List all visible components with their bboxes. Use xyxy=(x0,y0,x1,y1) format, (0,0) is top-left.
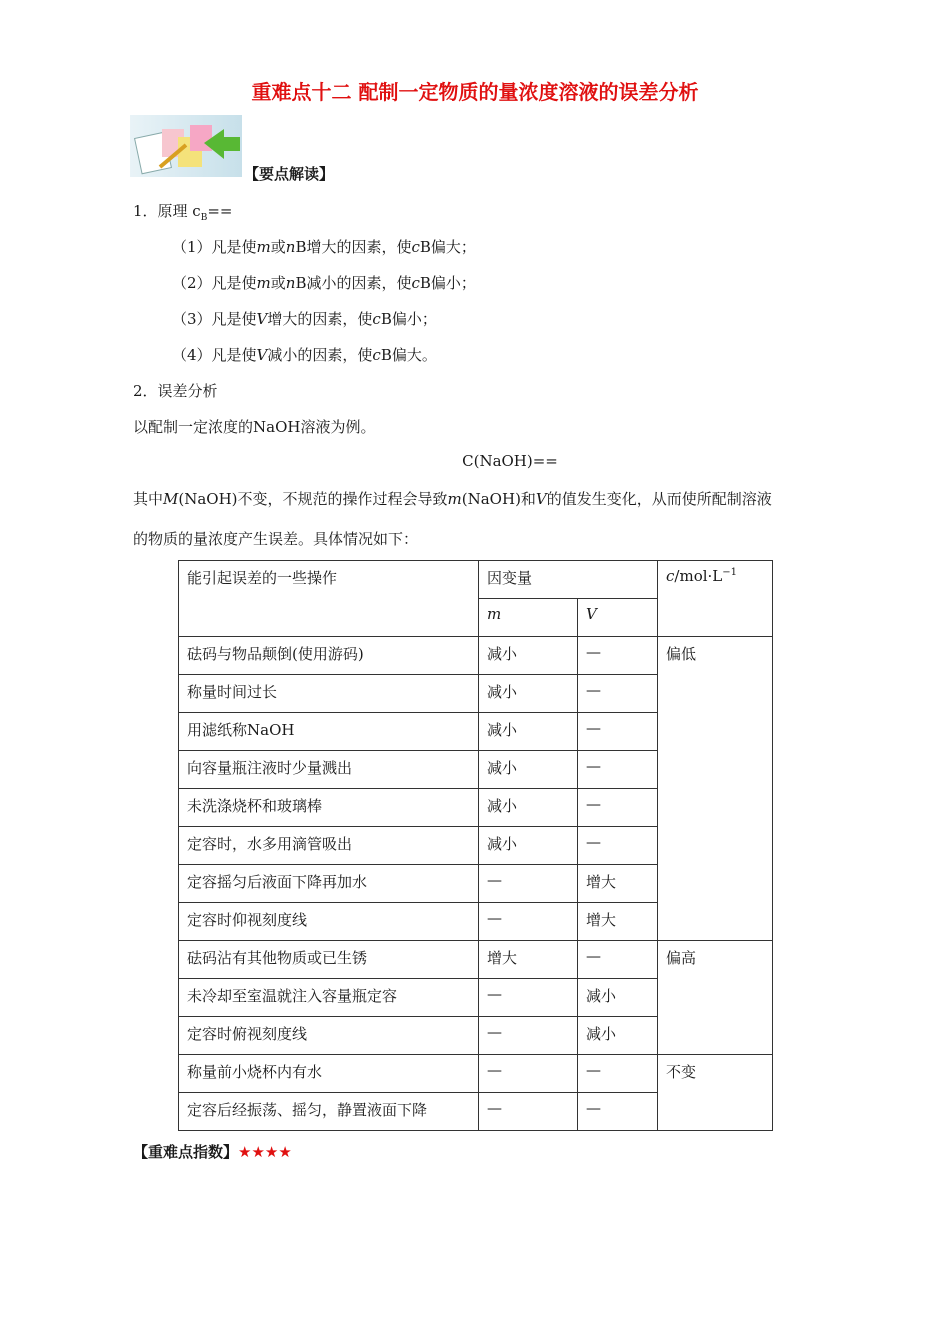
volume-change-cell: 减小 xyxy=(578,1017,658,1055)
item-tail: B增大的因素，使 xyxy=(295,238,412,256)
volume-change-cell: — xyxy=(578,1093,658,1131)
item-mid: 或 xyxy=(270,238,286,256)
principle-heading-sub: B xyxy=(200,213,208,223)
operation-cell: 定容时俯视刻度线 xyxy=(179,1017,479,1055)
star-rating-icon: ★★★★ xyxy=(238,1143,292,1161)
error-analysis-table xyxy=(178,560,773,1131)
principle-heading xyxy=(133,200,232,223)
mass-change-cell: 增大 xyxy=(479,941,578,979)
volume-change-cell: — xyxy=(578,1055,658,1093)
para-text: 的值发生变化，从而使所配制溶液 xyxy=(546,490,772,508)
principle-heading-tail: == xyxy=(207,202,233,220)
volume-change-cell: 增大 xyxy=(578,903,658,941)
principle-item-2 xyxy=(172,272,476,293)
volume-change-cell: — xyxy=(578,827,658,865)
mass-change-cell: 减小 xyxy=(479,637,578,675)
concentration-formula: C(NaOH)== xyxy=(462,452,558,470)
mass-change-cell: — xyxy=(479,1055,578,1093)
para-text: 其中 xyxy=(133,490,164,508)
para-text: (NaOH)和 xyxy=(461,490,536,508)
operation-cell: 未冷却至室温就注入容量瓶定容 xyxy=(179,979,479,1017)
principle-item-3 xyxy=(172,308,437,329)
header-variable: 因变量 xyxy=(479,561,658,599)
var-m: m xyxy=(256,274,271,292)
principle-heading-text: 1．原理 c xyxy=(133,202,201,220)
mass-change-cell: 减小 xyxy=(479,827,578,865)
operation-cell: 未洗涤烧杯和玻璃棒 xyxy=(179,789,479,827)
item-end: B偏大。 xyxy=(380,346,437,364)
principle-item-1 xyxy=(172,236,476,257)
subheader-m xyxy=(479,599,578,637)
item-end: B偏小； xyxy=(419,274,476,292)
operation-cell: 向容量瓶注液时少量溅出 xyxy=(179,751,479,789)
page-title: 重难点十二 配制一定物质的量浓度溶液的误差分析 xyxy=(251,80,699,104)
operation-cell: 称量时间过长 xyxy=(179,675,479,713)
header-operation: 能引起误差的一些操作 xyxy=(179,561,479,637)
mass-change-cell: — xyxy=(479,979,578,1017)
var-V: V xyxy=(256,346,268,364)
principle-item-4 xyxy=(172,344,437,365)
volume-change-cell: — xyxy=(578,789,658,827)
operation-cell: 砝码与物品颠倒(使用游码) xyxy=(179,637,479,675)
volume-change-cell: 减小 xyxy=(578,979,658,1017)
table-header-row xyxy=(179,561,773,599)
operation-cell: 称量前小烧杯内有水 xyxy=(179,1055,479,1093)
header-concentration xyxy=(658,561,773,637)
var-m: m xyxy=(256,238,271,256)
var-V: V xyxy=(256,310,268,328)
table-row xyxy=(179,941,773,979)
item-tail: B减小的因素，使 xyxy=(295,274,412,292)
analysis-paragraph-line1 xyxy=(133,488,772,509)
var-n: n xyxy=(285,238,296,256)
mass-change-cell: 减小 xyxy=(479,675,578,713)
volume-change-cell: — xyxy=(578,751,658,789)
var-V: V xyxy=(586,605,597,623)
item-end: B偏小； xyxy=(380,310,437,328)
table-row xyxy=(179,637,773,675)
var-c: c xyxy=(372,346,381,364)
item-tail: 增大的因素，使 xyxy=(267,310,373,328)
item-prefix: （1）凡是使 xyxy=(172,238,257,256)
analysis-heading: 2．误差分析 xyxy=(133,382,218,400)
var-M: M xyxy=(163,490,179,508)
mass-change-cell: 减小 xyxy=(479,789,578,827)
difficulty-label: 【重难点指数】 xyxy=(133,1143,239,1161)
mass-change-cell: — xyxy=(479,903,578,941)
unit-text: /mol·L xyxy=(674,567,723,585)
item-prefix: （2）凡是使 xyxy=(172,274,257,292)
item-prefix: （4）凡是使 xyxy=(172,346,257,364)
var-c: c xyxy=(666,567,675,585)
mass-change-cell: 减小 xyxy=(479,713,578,751)
operation-cell: 砝码沾有其他物质或已生锈 xyxy=(179,941,479,979)
operation-cell: 定容摇匀后液面下降再加水 xyxy=(179,865,479,903)
notebook-arrow-logo xyxy=(130,115,242,177)
item-prefix: （3）凡是使 xyxy=(172,310,257,328)
mass-change-cell: — xyxy=(479,1017,578,1055)
analysis-paragraph-line2: 的物质的量浓度产生误差。具体情况如下： xyxy=(133,530,419,548)
var-V: V xyxy=(535,490,547,508)
subheader-V xyxy=(578,599,658,637)
volume-change-cell: — xyxy=(578,637,658,675)
result-cell: 不变 xyxy=(658,1055,773,1131)
para-text: (NaOH)不变，不规范的操作过程会导致 xyxy=(178,490,448,508)
volume-change-cell: 增大 xyxy=(578,865,658,903)
var-m: m xyxy=(447,490,462,508)
var-c: c xyxy=(411,274,420,292)
var-m: m xyxy=(487,605,502,623)
section-label: 【要点解读】 xyxy=(244,165,335,183)
operation-cell: 定容后经振荡、摇匀，静置液面下降 xyxy=(179,1093,479,1131)
result-cell: 偏低 xyxy=(658,637,773,941)
item-end: B偏大； xyxy=(419,238,476,256)
item-mid: 或 xyxy=(270,274,286,292)
table-row xyxy=(179,1055,773,1093)
var-n: n xyxy=(285,274,296,292)
volume-change-cell: — xyxy=(578,941,658,979)
operation-cell: 用滤纸称NaOH xyxy=(179,713,479,751)
var-c: c xyxy=(372,310,381,328)
mass-change-cell: 减小 xyxy=(479,751,578,789)
item-tail: 减小的因素，使 xyxy=(267,346,373,364)
volume-change-cell: — xyxy=(578,675,658,713)
volume-change-cell: — xyxy=(578,713,658,751)
analysis-intro: 以配制一定浓度的NaOH溶液为例。 xyxy=(133,418,376,436)
var-c: c xyxy=(411,238,420,256)
result-cell: 偏高 xyxy=(658,941,773,1055)
operation-cell: 定容时仰视刻度线 xyxy=(179,903,479,941)
mass-change-cell: — xyxy=(479,865,578,903)
mass-change-cell: — xyxy=(479,1093,578,1131)
difficulty-index xyxy=(133,1141,292,1162)
operation-cell: 定容时，水多用滴管吸出 xyxy=(179,827,479,865)
unit-sup: −1 xyxy=(722,567,738,578)
